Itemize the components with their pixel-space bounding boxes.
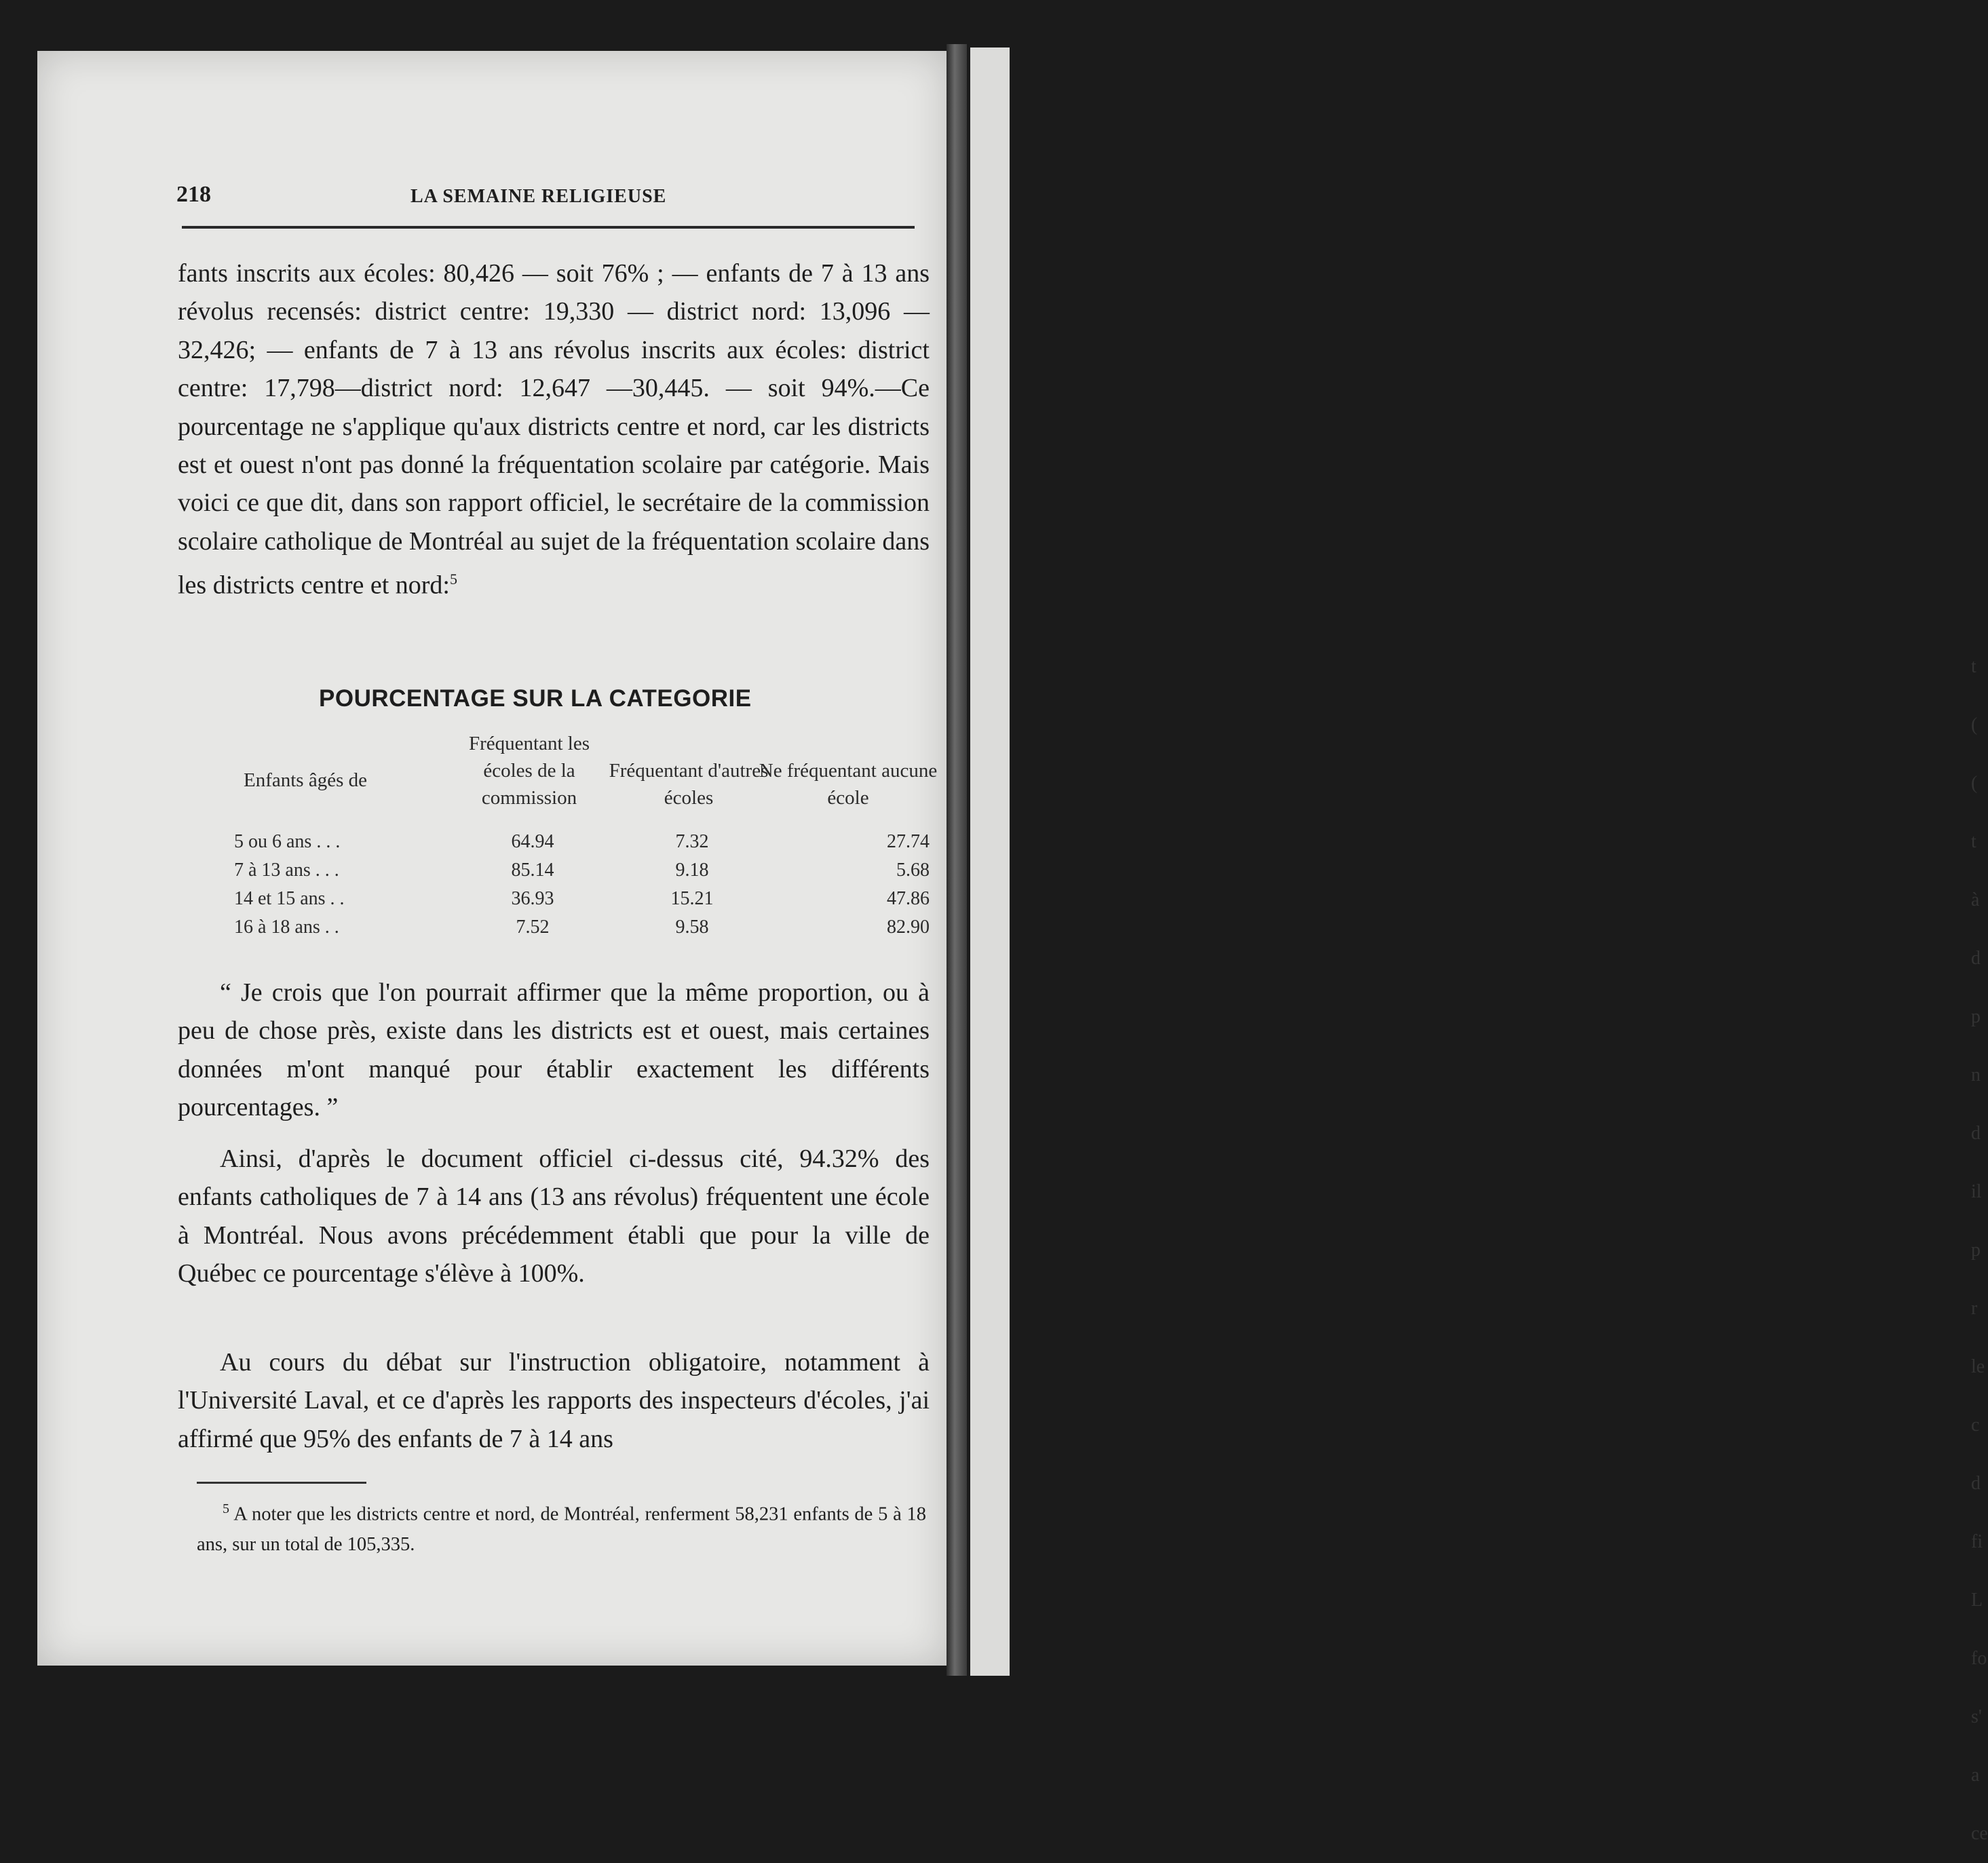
header-rule: [182, 226, 915, 229]
row-commission-value: 36.93: [511, 888, 554, 909]
neighbor-page-fragment: d: [1971, 1473, 1981, 1494]
neighbor-page-fragment: n: [1971, 1064, 1981, 1086]
neighbor-page-fragment: il: [1971, 1181, 1982, 1202]
table-row: [231, 831, 936, 858]
page-number: 218: [176, 182, 211, 207]
table-row: [231, 917, 936, 944]
footnote-reference: 5: [450, 571, 457, 588]
neighbor-page-fragment: (: [1971, 773, 1978, 794]
table-header-other-schools: Fréquentant d'autres écoles: [609, 760, 769, 809]
row-other-value: 9.18: [675, 860, 709, 881]
row-age-label: 7 à 13 ans . . .: [234, 860, 339, 881]
neighbor-page-fragment: d: [1971, 948, 1981, 969]
neighbor-page-fragment: à: [1971, 889, 1980, 910]
paragraph-3: Ainsi, d'après le document officiel ci-dessus cité, 94.32% des enfants catholiques de 7 à 14 ans (13 ans révolus) fréquentent une école à Montréal. Nous avons précédemment établi que pour la ville de Québec ce pourcentage s'élève à 100%.: [178, 1145, 930, 1288]
neighbor-page-fragment: c: [1971, 1415, 1980, 1436]
paragraph-4: Au cours du débat sur l'instruction obligatoire, notamment à l'Université Laval, et ce d'après les rapports des inspecteurs d'écoles, j'ai affirmé que 95% des enfants de 7 à 14 ans: [178, 1348, 930, 1453]
table-header-no-school: Ne fréquentant aucune école: [759, 760, 938, 809]
row-age-label: 5 ou 6 ans . . .: [234, 831, 341, 852]
neighbor-page-fragment: le: [1971, 1356, 1985, 1377]
footnote-rule: [197, 1482, 366, 1484]
neighbor-page: [970, 47, 1988, 1844]
row-age-label: 14 et 15 ans . .: [234, 888, 345, 909]
neighbor-page-fragment: a: [1971, 1765, 1980, 1786]
neighbor-page-fragment: fo: [1971, 1648, 1987, 1669]
neighbor-page-fragment: p: [1971, 1006, 1981, 1027]
neighbor-page-fragment: s': [1971, 1706, 1982, 1727]
neighbor-page-fragment: (: [1971, 714, 1978, 735]
neighbor-page-fragment: t: [1971, 831, 1976, 852]
table-header-commission: Fréquentant les écoles de la commission: [469, 733, 590, 809]
neighbor-page-fragment: fi: [1971, 1531, 1983, 1552]
footnote-marker: 5: [223, 1501, 229, 1516]
neighbor-page-fragment: p: [1971, 1240, 1981, 1261]
row-none-value: 5.68: [896, 860, 930, 881]
row-none-value: 47.86: [887, 888, 930, 909]
table-row: [231, 888, 936, 915]
row-other-value: 7.32: [675, 831, 709, 852]
neighbor-page-fragment: t: [1971, 656, 1976, 677]
paragraph-1-text: fants inscrits aux écoles: 80,426 — soit 76% ; — enfants de 7 à 13 ans révolus recensés: district centre: 19,330 — district nord: 13,096 — 32,426; — enfants de 7 à 13 ans révolus inscrits aux écoles: district centre: 17,798—district nord: 12,647 —30,445. — soit 94%.—Ce pourcentage ne s'applique qu'aux districts centre et nord, car les districts est et ouest n'ont pas donné la fréquentation scolaire par catégorie. Mais voici ce que dit, dans son rapport officiel, le secrétaire de la commission scolaire catholique de Montréal au sujet de la fréquentation scolaire dans les districts centre et nord:: [178, 259, 930, 600]
footnote: [197, 1494, 926, 1560]
row-commission-value: 85.14: [511, 860, 554, 881]
row-commission-value: 64.94: [511, 831, 554, 852]
table-header-age: Enfants âgés de: [244, 769, 367, 791]
row-none-value: 27.74: [887, 831, 930, 852]
page-header: [176, 182, 913, 216]
footnote-text: A noter que les districts centre et nord, de Montréal, renferment 58,231 enfants de 5 à 18 ans, sur un total de 105,335.: [197, 1503, 927, 1555]
neighbor-page-fragment: ce: [1971, 1823, 1988, 1844]
row-commission-value: 7.52: [516, 917, 550, 938]
table-title: POURCENTAGE SUR LA CATEGORIE: [319, 685, 752, 712]
neighbor-page-text: [1971, 638, 1988, 1863]
book-gutter: [947, 44, 967, 1676]
paragraph-1: [178, 254, 930, 604]
row-other-value: 15.21: [670, 888, 714, 909]
paragraph-2-quote: “ Je crois que l'on pourrait affirmer que la même proportion, ou à peu de chose près, existe dans les districts est et ouest, mais certaines données m'ont manqué pour établir exactement les différents pourcentages. ”: [178, 978, 930, 1122]
neighbor-page-fragment: L: [1971, 1590, 1983, 1611]
row-none-value: 82.90: [887, 917, 930, 938]
neighbor-page-fragment: r: [1971, 1298, 1978, 1319]
row-other-value: 9.58: [675, 917, 709, 938]
running-head: LA SEMAINE RELIGIEUSE: [410, 186, 667, 207]
neighbor-page-fragment: d: [1971, 1123, 1981, 1144]
table-row: [231, 860, 936, 887]
row-age-label: 16 à 18 ans . .: [234, 917, 339, 938]
